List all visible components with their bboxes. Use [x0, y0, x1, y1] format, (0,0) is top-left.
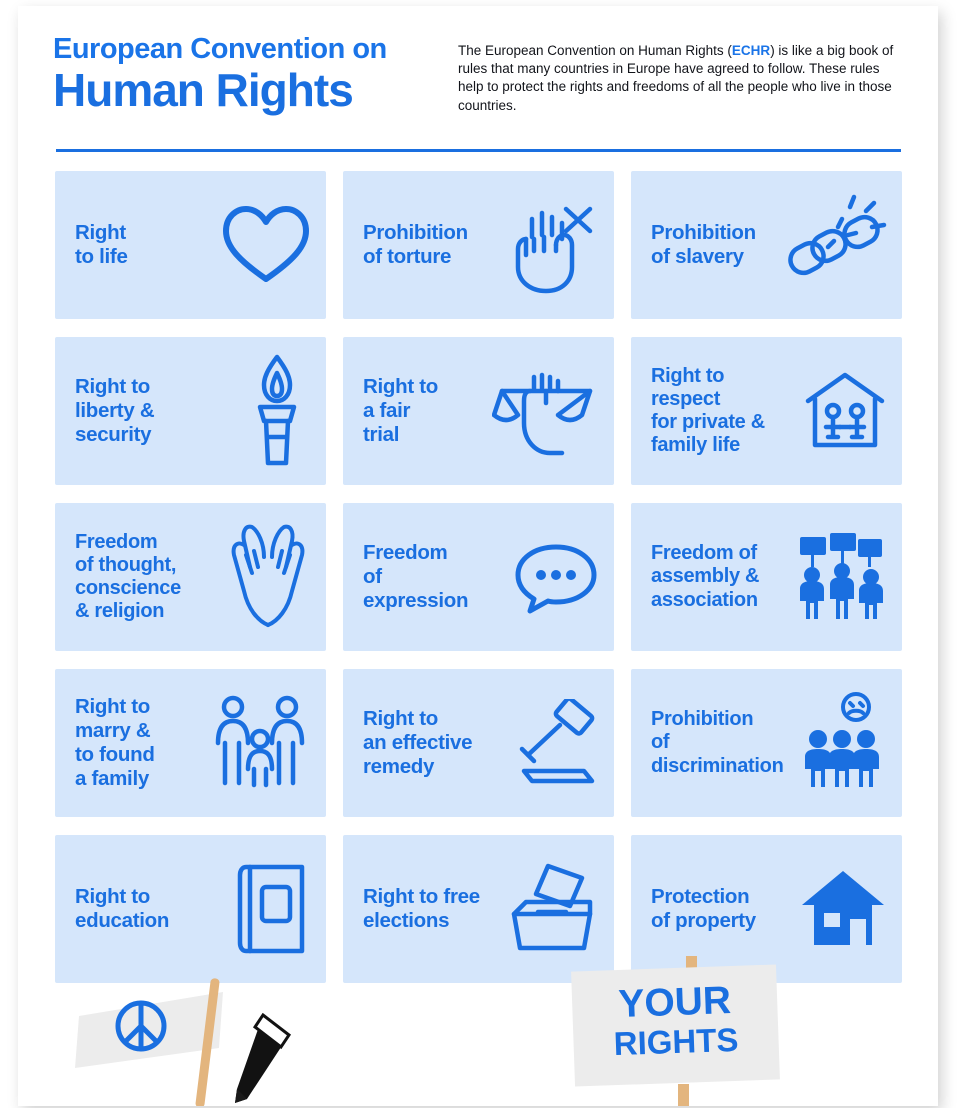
excluded-person-icon [792, 691, 888, 795]
intro-text-part2: ) is like a big book of rules that many countries in Europe have agreed to follow. These rules help to protect the rights and freedoms of all the people who live in those countries. [458, 43, 894, 113]
right-label: Freedom of assembly & association [651, 542, 760, 611]
right-card-torture [343, 171, 614, 319]
right-label: Protection of property [651, 885, 756, 932]
poster-footer [18, 956, 938, 1106]
intro-paragraph [448, 34, 908, 115]
family-group-icon [208, 693, 312, 793]
title-block [53, 34, 448, 115]
right-card-expression [343, 503, 614, 651]
right-label: Right to free elections [363, 885, 480, 932]
right-card-effective-remedy [343, 669, 614, 817]
scales-of-justice-icon [492, 359, 600, 463]
right-card-thought-religion [55, 503, 326, 651]
right-label: Right to marry & to found a family [75, 695, 155, 790]
right-card-slavery [631, 171, 902, 319]
right-label: Right to respect for private & family life [651, 364, 765, 457]
house-icon [798, 867, 888, 951]
page-title-line1: European Convention on [53, 33, 387, 65]
book-icon [232, 861, 312, 957]
your-rights-sign [571, 964, 780, 1086]
right-label: Prohibition of discrimination [651, 708, 784, 777]
sign-line1: YOUR [617, 979, 732, 1026]
family-home-icon [802, 369, 888, 453]
right-label: Right to education [75, 885, 170, 932]
poster-header [53, 34, 908, 115]
pencil-icon [233, 1011, 343, 1106]
protesters-icon [792, 531, 888, 623]
echr-abbreviation: ECHR [731, 43, 771, 58]
header-divider [56, 149, 901, 152]
right-card-liberty-security [55, 337, 326, 485]
right-label: Right to an effective remedy [363, 707, 473, 778]
sign-line2: RIGHTS [613, 1020, 739, 1063]
open-hands-icon [224, 521, 312, 633]
right-label: Right to life [75, 221, 128, 268]
right-label: Right to a fair trial [363, 375, 439, 446]
sign-post-bottom [678, 1084, 689, 1106]
right-label: Prohibition of slavery [651, 221, 756, 268]
right-card-marry-family [55, 669, 326, 817]
speech-bubble-icon [512, 539, 600, 615]
right-label: Right to liberty & security [75, 375, 155, 446]
ballot-box-icon [504, 862, 600, 956]
intro-text-part1: The European Convention on Human Rights ( [458, 43, 732, 58]
broken-chain-icon [778, 193, 888, 297]
right-label: Freedom of expression [363, 541, 469, 612]
torch-icon [242, 351, 312, 471]
right-card-private-family-life [631, 337, 902, 485]
heart-icon [220, 203, 312, 287]
rights-grid [55, 171, 903, 983]
gavel-icon [508, 699, 600, 787]
right-label: Freedom of thought, conscience & religion [75, 530, 181, 623]
right-card-assembly-association [631, 503, 902, 651]
right-card-life [55, 171, 326, 319]
right-label: Prohibition of torture [363, 221, 468, 268]
right-card-fair-trial [343, 337, 614, 485]
poster [18, 6, 938, 1106]
fist-with-cross-icon [504, 193, 600, 297]
peace-flag-icon [73, 988, 248, 1073]
right-card-discrimination [631, 669, 902, 817]
page-title-line2: Human Rights [53, 64, 353, 117]
